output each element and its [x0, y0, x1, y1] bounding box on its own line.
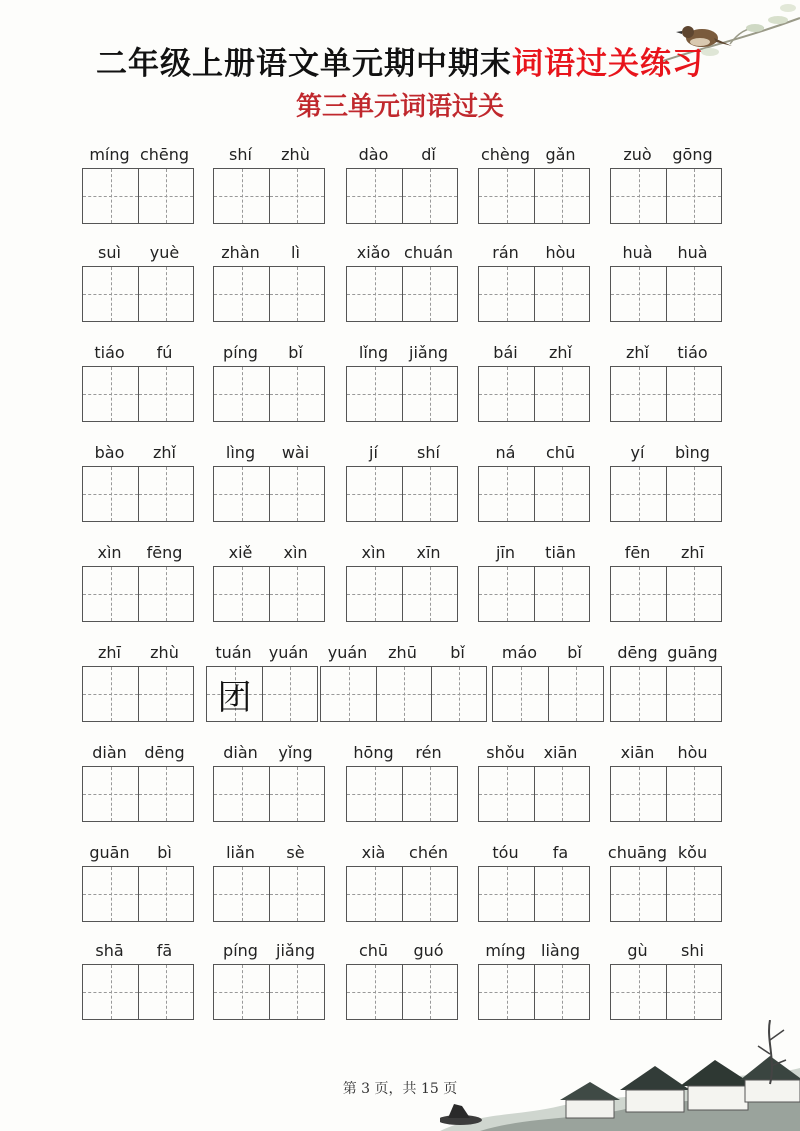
- tian-zi-cell[interactable]: [347, 267, 402, 321]
- writing-grid: [82, 266, 194, 322]
- word-item: [82, 642, 192, 724]
- pinyin-label: bǐ: [450, 643, 465, 662]
- pinyin-label: huà: [622, 243, 653, 262]
- pinyin-label: suì: [98, 243, 121, 262]
- tian-zi-cell[interactable]: [402, 767, 457, 821]
- pinyin-label: lìng: [225, 443, 256, 462]
- pinyin-label: bǐ: [567, 643, 582, 662]
- pinyin-label: guāng: [667, 643, 718, 662]
- tian-zi-cell[interactable]: [666, 169, 721, 223]
- pinyin-label: zhū: [388, 643, 417, 662]
- tian-zi-cell[interactable]: [534, 767, 589, 821]
- pinyin-label: guān: [89, 843, 130, 862]
- tian-zi-cell[interactable]: [479, 867, 534, 921]
- pinyin-label: chēng: [139, 145, 190, 164]
- tian-zi-cell[interactable]: [611, 767, 666, 821]
- tian-zi-cell[interactable]: [402, 367, 457, 421]
- word-item: [82, 842, 192, 924]
- tian-zi-cell[interactable]: [402, 567, 457, 621]
- writing-grid: [82, 964, 194, 1020]
- page-title: 二年级上册语文单元期中期末词语过关练习: [96, 46, 704, 82]
- pinyin-label: sè: [286, 843, 305, 862]
- tian-zi-cell[interactable]: [138, 367, 193, 421]
- word-item: [213, 542, 323, 624]
- tian-zi-cell[interactable]: [548, 667, 603, 721]
- pinyin-label: jiǎng: [409, 343, 448, 362]
- word-item: [478, 342, 588, 424]
- pinyin-label: bì: [157, 843, 172, 862]
- writing-grid: [610, 466, 722, 522]
- tian-zi-cell[interactable]: [138, 567, 193, 621]
- word-item: [82, 144, 192, 226]
- pinyin-label: fēn: [624, 543, 651, 562]
- page-footer: 第 3 页，共 15 页: [342, 1081, 458, 1097]
- tian-zi-cell[interactable]: [431, 667, 486, 721]
- word-item: [478, 144, 588, 226]
- writing-grid: [346, 766, 458, 822]
- pinyin-label: zhī: [681, 543, 704, 562]
- word-item: [206, 642, 316, 724]
- tian-zi-cell[interactable]: [214, 965, 269, 1019]
- tian-zi-cell[interactable]: [269, 767, 324, 821]
- tian-zi-cell[interactable]: [207, 667, 262, 721]
- tian-zi-cell[interactable]: [534, 467, 589, 521]
- tian-zi-cell[interactable]: [347, 567, 402, 621]
- pinyin-label: tóu: [492, 843, 519, 862]
- tian-zi-cell[interactable]: [402, 867, 457, 921]
- tian-zi-cell[interactable]: [534, 267, 589, 321]
- writing-grid: [213, 766, 325, 822]
- pinyin-label: lǐng: [358, 343, 389, 362]
- writing-grid: [346, 964, 458, 1020]
- pinyin-label: yí: [630, 443, 645, 462]
- writing-grid: [206, 666, 318, 722]
- pinyin-label: tiān: [545, 543, 576, 562]
- pinyin-label: tuán: [215, 643, 252, 662]
- page-subtitle: 第三单元词语过关: [295, 92, 504, 122]
- pinyin-label: zuò: [623, 145, 652, 164]
- tian-zi-cell[interactable]: [269, 367, 324, 421]
- tian-zi-cell[interactable]: [83, 467, 138, 521]
- tian-zi-cell[interactable]: [666, 467, 721, 521]
- tian-zi-cell[interactable]: [611, 467, 666, 521]
- pinyin-label: zhù: [281, 145, 310, 164]
- tian-zi-cell[interactable]: [138, 767, 193, 821]
- word-item: [492, 642, 602, 724]
- pinyin-label: gōng: [672, 145, 713, 164]
- writing-grid: [82, 566, 194, 622]
- word-item: [346, 842, 456, 924]
- pinyin-label: diàn: [92, 743, 127, 762]
- word-item: [213, 242, 323, 324]
- tian-zi-cell[interactable]: [611, 367, 666, 421]
- writing-grid: [610, 566, 722, 622]
- tian-zi-cell[interactable]: [269, 567, 324, 621]
- word-item: [478, 242, 588, 324]
- word-item: [82, 342, 192, 424]
- pinyin-label: shā: [95, 941, 124, 960]
- writing-grid: [478, 866, 590, 922]
- pinyin-label: fēng: [146, 543, 183, 562]
- word-item: [82, 242, 192, 324]
- tian-zi-cell[interactable]: [479, 367, 534, 421]
- pinyin-label: shí: [229, 145, 252, 164]
- tian-zi-cell[interactable]: [611, 567, 666, 621]
- writing-grid: [346, 466, 458, 522]
- tian-zi-cell[interactable]: [347, 367, 402, 421]
- writing-grid: [478, 566, 590, 622]
- tian-zi-cell[interactable]: [534, 965, 589, 1019]
- writing-grid: [213, 866, 325, 922]
- pinyin-label: jiǎng: [276, 941, 315, 960]
- tian-zi-cell[interactable]: [611, 169, 666, 223]
- pinyin-label: shǒu: [486, 743, 525, 762]
- tian-zi-cell[interactable]: [269, 267, 324, 321]
- pinyin-label: chū: [545, 443, 576, 462]
- writing-grid: [213, 168, 325, 224]
- pinyin-label: chén: [409, 843, 448, 862]
- word-item: [346, 940, 456, 1022]
- pinyin-label: chū: [358, 941, 389, 960]
- tian-zi-cell[interactable]: [138, 267, 193, 321]
- pinyin-label: yuè: [149, 243, 180, 262]
- writing-grid: [478, 766, 590, 822]
- writing-grid: [346, 266, 458, 322]
- pinyin-label: shi: [681, 941, 704, 960]
- tian-zi-cell[interactable]: [214, 467, 269, 521]
- tian-zi-cell[interactable]: [269, 467, 324, 521]
- written-character: 团: [217, 677, 252, 718]
- writing-grid: [82, 366, 194, 422]
- tian-zi-cell[interactable]: [402, 267, 457, 321]
- tian-zi-cell[interactable]: [402, 965, 457, 1019]
- tian-zi-cell[interactable]: [376, 667, 431, 721]
- tian-zi-cell[interactable]: [611, 267, 666, 321]
- writing-grid: [213, 566, 325, 622]
- tian-zi-cell[interactable]: [347, 767, 402, 821]
- tian-zi-cell[interactable]: [611, 667, 666, 721]
- tian-zi-cell[interactable]: [214, 867, 269, 921]
- pinyin-label: xīn: [416, 543, 441, 562]
- word-item: [213, 742, 323, 824]
- tian-zi-cell[interactable]: [347, 965, 402, 1019]
- word-item: [82, 542, 192, 624]
- pinyin-label: píng: [223, 343, 258, 362]
- writing-grid: [320, 666, 487, 722]
- word-item: [610, 442, 720, 524]
- pinyin-label: shí: [417, 443, 440, 462]
- pinyin-label: chuāng: [607, 843, 668, 862]
- tian-zi-cell[interactable]: [479, 467, 534, 521]
- word-item: [478, 742, 588, 824]
- writing-grid: [82, 666, 194, 722]
- writing-grid: [478, 466, 590, 522]
- tian-zi-cell[interactable]: [214, 267, 269, 321]
- word-item: [213, 144, 323, 226]
- tian-zi-cell[interactable]: [321, 667, 376, 721]
- pinyin-label: zhǐ: [626, 343, 649, 362]
- pinyin-label: dǐ: [421, 145, 436, 164]
- pinyin-label: guó: [413, 941, 444, 960]
- tian-zi-cell[interactable]: [83, 965, 138, 1019]
- word-item: [478, 842, 588, 924]
- tian-zi-cell[interactable]: [479, 767, 534, 821]
- pinyin-label: bìng: [675, 443, 710, 462]
- writing-grid: [82, 168, 194, 224]
- pinyin-label: chuán: [403, 243, 454, 262]
- tian-zi-cell[interactable]: [269, 867, 324, 921]
- writing-grid: [478, 168, 590, 224]
- word-item: [607, 842, 720, 924]
- pinyin-label: lì: [291, 243, 300, 262]
- word-item: [82, 742, 192, 824]
- tian-zi-cell[interactable]: [347, 867, 402, 921]
- tian-zi-cell[interactable]: [83, 267, 138, 321]
- writing-grid: [82, 466, 194, 522]
- writing-grid: [610, 366, 722, 422]
- pinyin-label: xìn: [361, 543, 386, 562]
- pinyin-label: diàn: [223, 743, 258, 762]
- tian-zi-cell[interactable]: [611, 965, 666, 1019]
- tian-zi-cell[interactable]: [83, 567, 138, 621]
- word-item: [213, 940, 323, 1022]
- pinyin-label: yuán: [327, 643, 368, 662]
- pinyin-label: píng: [223, 941, 258, 960]
- word-item: [610, 642, 720, 724]
- pinyin-label: dào: [358, 145, 389, 164]
- word-item: [213, 842, 323, 924]
- writing-grid: [478, 366, 590, 422]
- pinyin-label: rén: [415, 743, 442, 762]
- writing-grid: [346, 566, 458, 622]
- pinyin-label: fa: [552, 843, 569, 862]
- pinyin-label: xiě: [228, 543, 253, 562]
- word-item: [213, 442, 323, 524]
- pinyin-label: míng: [89, 145, 130, 164]
- tian-zi-cell[interactable]: [138, 867, 193, 921]
- pinyin-label: bái: [493, 343, 518, 362]
- word-item: [478, 542, 588, 624]
- writing-grid: [346, 366, 458, 422]
- tian-zi-cell[interactable]: [666, 767, 721, 821]
- tian-zi-cell[interactable]: [666, 965, 721, 1019]
- tian-zi-cell[interactable]: [479, 567, 534, 621]
- pinyin-label: máo: [501, 643, 538, 662]
- tian-zi-cell[interactable]: [402, 169, 457, 223]
- pinyin-label: tiáo: [677, 343, 708, 362]
- pinyin-label: yǐng: [278, 743, 313, 762]
- writing-grid: [478, 266, 590, 322]
- tian-zi-cell[interactable]: [83, 169, 138, 223]
- pinyin-label: xià: [361, 843, 386, 862]
- writing-grid: [346, 168, 458, 224]
- pinyin-label: xìn: [97, 543, 122, 562]
- writing-grid: [82, 766, 194, 822]
- tian-zi-cell[interactable]: [214, 567, 269, 621]
- word-item: [610, 542, 720, 624]
- writing-grid: [610, 766, 722, 822]
- pinyin-label: liàng: [541, 941, 580, 960]
- tian-zi-cell[interactable]: [138, 169, 193, 223]
- writing-grid: [610, 666, 722, 722]
- pinyin-label: zhī: [98, 643, 121, 662]
- tian-zi-cell[interactable]: [479, 267, 534, 321]
- tian-zi-cell[interactable]: [138, 965, 193, 1019]
- writing-grid: [610, 964, 722, 1020]
- pinyin-label: gǎn: [545, 145, 576, 164]
- tian-zi-cell[interactable]: [666, 567, 721, 621]
- word-item: [213, 342, 323, 424]
- tian-zi-cell[interactable]: [479, 169, 534, 223]
- writing-grid: [346, 866, 458, 922]
- pinyin-label: huà: [677, 243, 708, 262]
- tian-zi-cell[interactable]: [611, 867, 666, 921]
- writing-grid: [478, 964, 590, 1020]
- tian-zi-cell[interactable]: [83, 367, 138, 421]
- word-item: [346, 342, 456, 424]
- word-item: [346, 742, 456, 824]
- writing-grid: [610, 168, 722, 224]
- pinyin-label: wài: [281, 443, 310, 462]
- word-item: [610, 144, 720, 226]
- tian-zi-cell[interactable]: [138, 467, 193, 521]
- tian-zi-cell[interactable]: [83, 867, 138, 921]
- word-item: [610, 742, 720, 824]
- tian-zi-cell[interactable]: [269, 169, 324, 223]
- writing-grid: [610, 266, 722, 322]
- pinyin-label: rán: [492, 243, 519, 262]
- pinyin-label: hòu: [677, 743, 708, 762]
- word-item: [610, 342, 720, 424]
- pinyin-label: xiǎo: [356, 243, 391, 262]
- tian-zi-cell[interactable]: [479, 965, 534, 1019]
- tian-zi-cell[interactable]: [269, 965, 324, 1019]
- tian-zi-cell[interactable]: [83, 667, 138, 721]
- pinyin-label: dēng: [617, 643, 658, 662]
- pinyin-label: jí: [369, 443, 378, 462]
- pinyin-label: bǐ: [288, 343, 303, 362]
- pinyin-label: ná: [495, 443, 516, 462]
- pinyin-label: jīn: [495, 543, 516, 562]
- tian-zi-cell[interactable]: [534, 567, 589, 621]
- tian-zi-cell[interactable]: [534, 867, 589, 921]
- pinyin-label: hòu: [545, 243, 576, 262]
- tian-zi-cell[interactable]: [534, 367, 589, 421]
- tian-zi-cell[interactable]: [534, 169, 589, 223]
- word-item: [346, 242, 456, 324]
- word-item: [478, 442, 588, 524]
- pinyin-label: liǎn: [226, 843, 255, 862]
- pinyin-label: dēng: [144, 743, 185, 762]
- writing-grid: [82, 866, 194, 922]
- pinyin-label: xìn: [283, 543, 308, 562]
- tian-zi-cell[interactable]: [214, 169, 269, 223]
- writing-grid: [610, 866, 722, 922]
- pinyin-label: yuán: [268, 643, 309, 662]
- ink-village-landscape-illustration: [440, 1020, 800, 1131]
- pinyin-label: kǒu: [677, 843, 708, 862]
- word-item: [610, 940, 720, 1022]
- tian-zi-cell[interactable]: [402, 467, 457, 521]
- pinyin-label: fú: [156, 343, 173, 362]
- tian-zi-cell[interactable]: [666, 667, 721, 721]
- writing-grid: [492, 666, 604, 722]
- word-item: [320, 642, 485, 724]
- word-item: [478, 940, 588, 1022]
- pinyin-label: zhàn: [221, 243, 260, 262]
- pinyin-label: chèng: [480, 145, 531, 164]
- pinyin-label: xiān: [543, 743, 578, 762]
- tian-zi-cell[interactable]: [666, 367, 721, 421]
- word-item: [346, 144, 456, 226]
- pinyin-label: zhù: [150, 643, 179, 662]
- pinyin-label: gù: [627, 941, 648, 960]
- tian-zi-cell[interactable]: [347, 169, 402, 223]
- tian-zi-cell[interactable]: [214, 367, 269, 421]
- pinyin-label: tiáo: [94, 343, 125, 362]
- pinyin-label: bào: [94, 443, 125, 462]
- word-item: [82, 442, 192, 524]
- tian-zi-cell[interactable]: [138, 667, 193, 721]
- tian-zi-cell[interactable]: [493, 667, 548, 721]
- word-item: [82, 940, 192, 1022]
- tian-zi-cell[interactable]: [666, 267, 721, 321]
- writing-grid: [213, 964, 325, 1020]
- writing-grid: [213, 366, 325, 422]
- pinyin-label: zhǐ: [549, 343, 572, 362]
- pinyin-label: xiān: [620, 743, 655, 762]
- pinyin-label: fā: [156, 941, 173, 960]
- tian-zi-cell[interactable]: [83, 767, 138, 821]
- pinyin-label: zhǐ: [153, 443, 176, 462]
- word-item: [610, 242, 720, 324]
- pinyin-label: hōng: [353, 743, 394, 762]
- tian-zi-cell[interactable]: [347, 467, 402, 521]
- writing-grid: [213, 466, 325, 522]
- tian-zi-cell[interactable]: [666, 867, 721, 921]
- pinyin-label: míng: [485, 941, 526, 960]
- tian-zi-cell[interactable]: [262, 667, 317, 721]
- tian-zi-cell[interactable]: [214, 767, 269, 821]
- word-item: [346, 542, 456, 624]
- word-item: [346, 442, 456, 524]
- writing-grid: [213, 266, 325, 322]
